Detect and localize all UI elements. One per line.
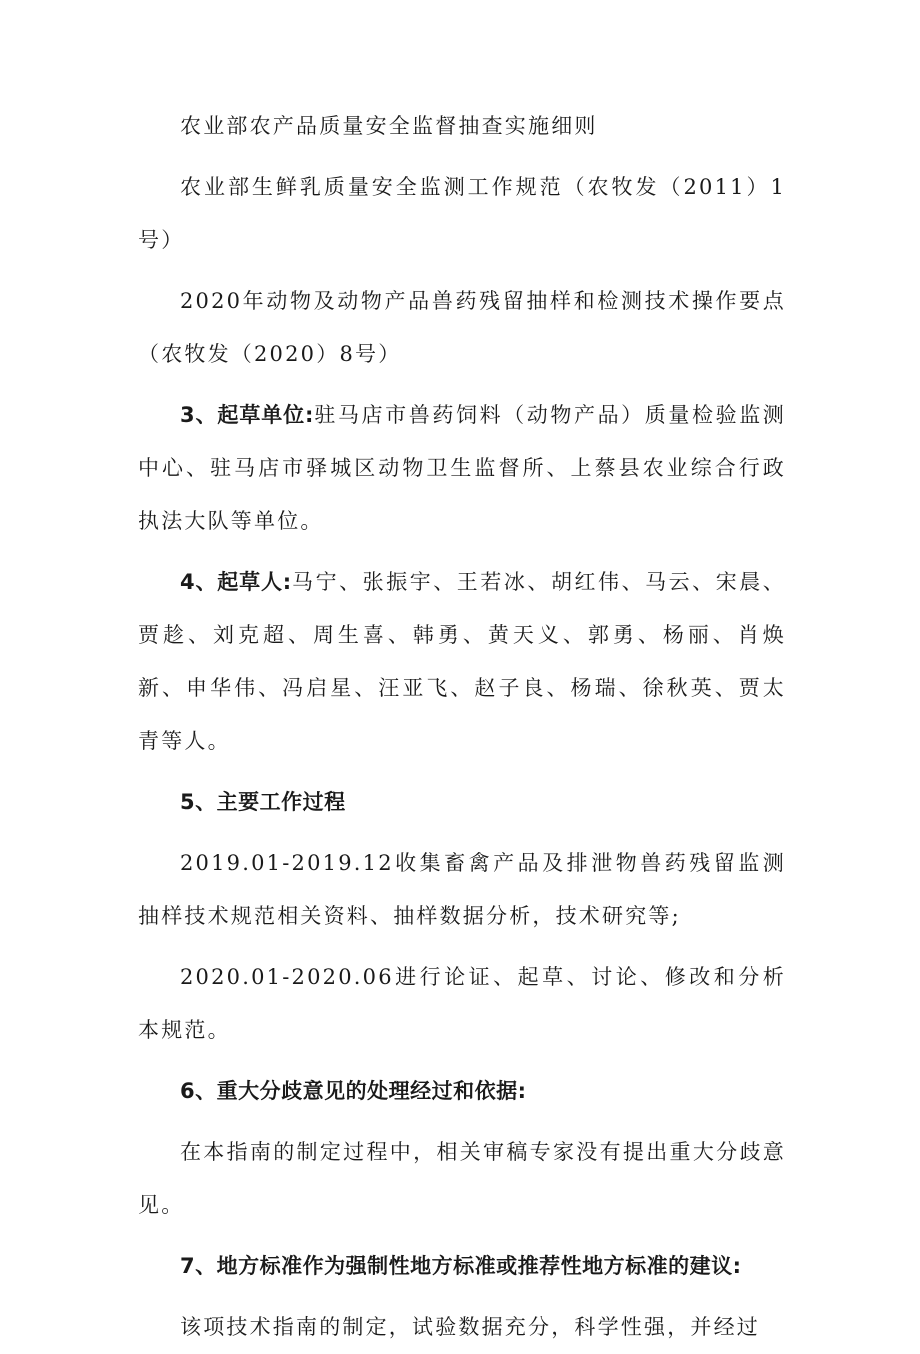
drafters-section xyxy=(138,556,786,768)
reference-item-1 xyxy=(138,100,786,153)
disagreement-heading xyxy=(138,1065,786,1118)
paragraph-text: 农业部生鲜乳质量安全监测工作规范（农牧发（2011）1号） xyxy=(138,175,786,252)
section-heading: 4、起草人: xyxy=(180,570,292,594)
standard-type-heading xyxy=(138,1240,786,1293)
paragraph-text: 该项技术指南的制定，试验数据充分，科学性强，并经过 xyxy=(180,1315,760,1339)
section-heading: 7、地方标准作为强制性地方标准或推荐性地方标准的建议: xyxy=(180,1254,742,1278)
work-process-heading xyxy=(138,776,786,829)
paragraph-text: 驻马店市兽药饲料（动物产品）质量检验监测中心、驻马店市驿城区动物卫生监督所、上蔡县农业综合行政执法大队等单位。 xyxy=(138,403,787,533)
section-heading: 3、起草单位: xyxy=(180,403,314,427)
paragraph-text: 2020年动物及动物产品兽药残留抽样和检测技术操作要点（农牧发（2020）8号） xyxy=(138,289,786,366)
paragraph-text: 在本指南的制定过程中，相关审稿专家没有提出重大分歧意见。 xyxy=(138,1140,786,1217)
paragraph-text: 农业部农产品质量安全监督抽查实施细则 xyxy=(180,114,598,138)
standard-type-text xyxy=(138,1301,786,1354)
paragraph-text: 2019.01-2019.12收集畜禽产品及排泄物兽药残留监测抽样技术规范相关资料、抽样数据分析，技术研究等; xyxy=(138,851,786,928)
section-heading: 6、重大分歧意见的处理经过和依据: xyxy=(180,1079,527,1103)
drafting-unit-section xyxy=(138,389,786,548)
reference-item-3 xyxy=(138,275,786,381)
work-process-step-1 xyxy=(138,837,786,943)
document-page xyxy=(138,100,786,1354)
paragraph-text: 马宁、张振宇、王若冰、胡红伟、马云、宋晨、贾趁、刘克超、周生喜、韩勇、黄天义、郭勇、杨丽、肖焕新、申华伟、冯启星、汪亚飞、赵子良、杨瑞、徐秋英、贾太青等人。 xyxy=(138,570,786,753)
paragraph-text: 2020.01-2020.06进行论证、起草、讨论、修改和分析本规范。 xyxy=(138,965,786,1042)
work-process-step-2 xyxy=(138,951,786,1057)
section-heading: 5、主要工作过程 xyxy=(180,790,346,814)
disagreement-text xyxy=(138,1126,786,1232)
reference-item-2 xyxy=(138,161,786,267)
